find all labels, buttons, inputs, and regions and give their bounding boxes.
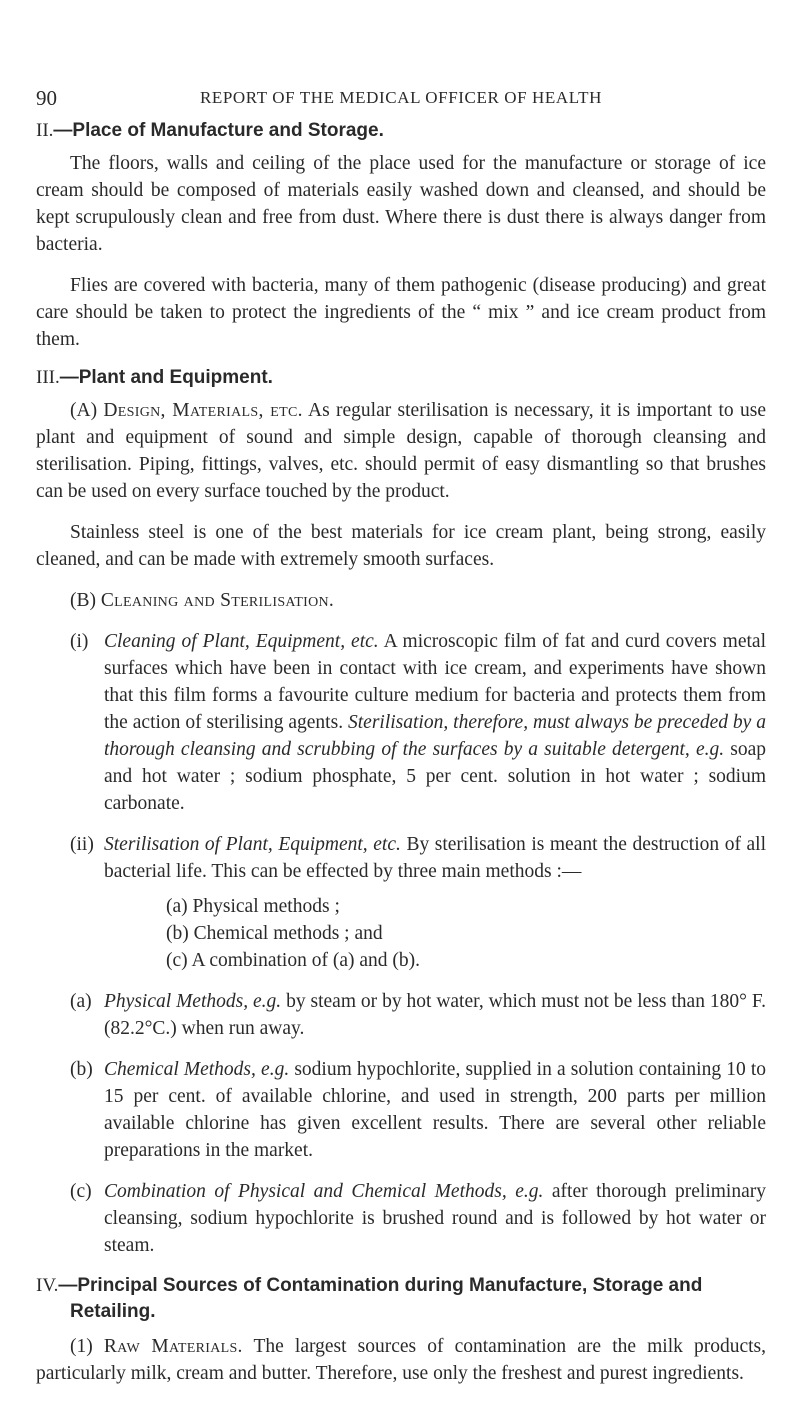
running-title: REPORT OF THE MEDICAL OFFICER OF HEALTH <box>199 88 603 107</box>
methods-list <box>36 893 766 974</box>
section-title: Plant and Equipment. <box>78 367 273 388</box>
paragraph-physical <box>70 988 766 1042</box>
paragraph-ii <box>70 831 766 885</box>
para-text: by steam or by hot water, which must not be less than 180° F. (82.2°C.) when run away. <box>104 991 766 1039</box>
subsection-heading: Design, Materials, etc. <box>103 400 303 421</box>
para-text: after thorough preliminary cleansing, sodium hypochlorite is brushed round and is followed by hot water or steam. <box>104 1181 766 1256</box>
section-heading-ii <box>36 120 766 142</box>
para-label: (1) <box>70 1336 93 1357</box>
list-label: (c) <box>166 950 188 971</box>
para-text: A microscopic film of fat and curd covers metal surfaces which have been in contact with ice cream, and experiments have shown that this film forms a favourite culture medium for bacteria and protects them from the action of sterilising agents. <box>104 631 766 733</box>
page-header <box>36 86 766 110</box>
paragraph-raw-materials <box>36 1333 766 1387</box>
para-text: sodium hypochlorite, supplied in a solution containing 10 to 15 per cent. of available chlorine, and used in strength, 200 parts per million available chlorine has given excellent results. There are several other reliable preparations in the market. <box>104 1059 767 1161</box>
heading-dash: — <box>53 120 73 141</box>
para-text: By sterilisation is meant the destruction of all bacterial life. This can be effected by three main methods :— <box>104 834 767 882</box>
para-label: (b) <box>70 1059 93 1080</box>
para-text: The largest sources of contamination are the milk products, particularly milk, cream and butter. Therefore, use only the freshest and purest ingredients. <box>36 1336 767 1384</box>
para-label: (B) <box>70 590 96 611</box>
para-heading: Physical Methods, e.g. <box>104 991 282 1012</box>
para-heading: Chemical Methods, e.g. <box>104 1059 290 1080</box>
list-item <box>166 920 766 947</box>
section-number: II. <box>36 120 54 141</box>
list-label: (b) <box>166 923 189 944</box>
para-label: (A) <box>70 400 98 421</box>
paragraph-i <box>70 628 766 817</box>
paragraph-b <box>36 587 766 614</box>
heading-dash: — <box>59 367 79 388</box>
para-label: (c) <box>70 1181 92 1202</box>
para-label: (a) <box>70 991 92 1012</box>
para-text: As regular sterilisation is necessary, it is important to use plant and equipment of sound and simple design, capable of thorough cleansing and sterilisation. Piping, fittings, valves, etc. should permit of easy dismantling so that brushes can be used on every surface touched by the product. <box>36 400 766 502</box>
paragraph: The floors, walls and ceiling of the place used for the manufacture or storage of ice cream should be composed of materials easily washed down and cleansed, and should be kept scrupulously clean and free from dust. Where there is dust there is always danger from bacteria. <box>36 153 766 255</box>
list-item <box>166 947 766 974</box>
heading-dash: — <box>58 1275 78 1296</box>
para-heading: Cleaning of Plant, Equipment, etc. <box>104 631 379 652</box>
section-number: IV. <box>36 1275 59 1296</box>
page-number: 90 <box>36 86 57 110</box>
list-item <box>166 893 766 920</box>
section-number: III. <box>36 367 60 388</box>
section-title: Principal Sources of Contamination during Manufacture, Storage and Retailing. <box>70 1275 703 1322</box>
list-label: (a) <box>166 896 188 917</box>
section-heading-iii <box>36 367 766 389</box>
paragraph-combination <box>70 1178 766 1259</box>
list-text: Physical methods ; <box>192 896 340 917</box>
section-title: Place of Manufacture and Storage. <box>72 120 384 141</box>
page-body <box>36 120 766 1401</box>
paragraph-a <box>36 397 766 505</box>
para-emphasis: Sterilisation, therefore, must always be preceded by a thorough cleansing and scrubbing of the surfaces by a suitable detergent, e.g. <box>104 712 766 760</box>
paragraph: Flies are covered with bacteria, many of them pathogenic (disease producing) and great care should be taken to protect the ingredients of the “ mix ” and ice cream product from them. <box>36 275 766 350</box>
para-label: (i) <box>70 631 89 652</box>
subsection-heading: Raw Materials. <box>103 1336 243 1357</box>
subsection-heading: Cleaning and Sterilisation. <box>100 590 335 611</box>
paragraph: Stainless steel is one of the best materials for ice cream plant, being strong, easily cleaned, and can be made with extremely smooth surfaces. <box>36 522 766 570</box>
section-heading-iv <box>36 1273 766 1325</box>
list-text: A combination of (a) and (b). <box>191 950 420 971</box>
para-text: soap and hot water ; sodium phosphate, 5 per cent. solution in hot water ; sodium carbonate. <box>104 739 766 814</box>
para-heading: Combination of Physical and Chemical Methods, e.g. <box>104 1181 544 1202</box>
para-heading: Sterilisation of Plant, Equipment, etc. <box>104 834 401 855</box>
para-label: (ii) <box>70 834 94 855</box>
paragraph-chemical <box>70 1056 766 1164</box>
list-text: Chemical methods ; and <box>193 923 383 944</box>
